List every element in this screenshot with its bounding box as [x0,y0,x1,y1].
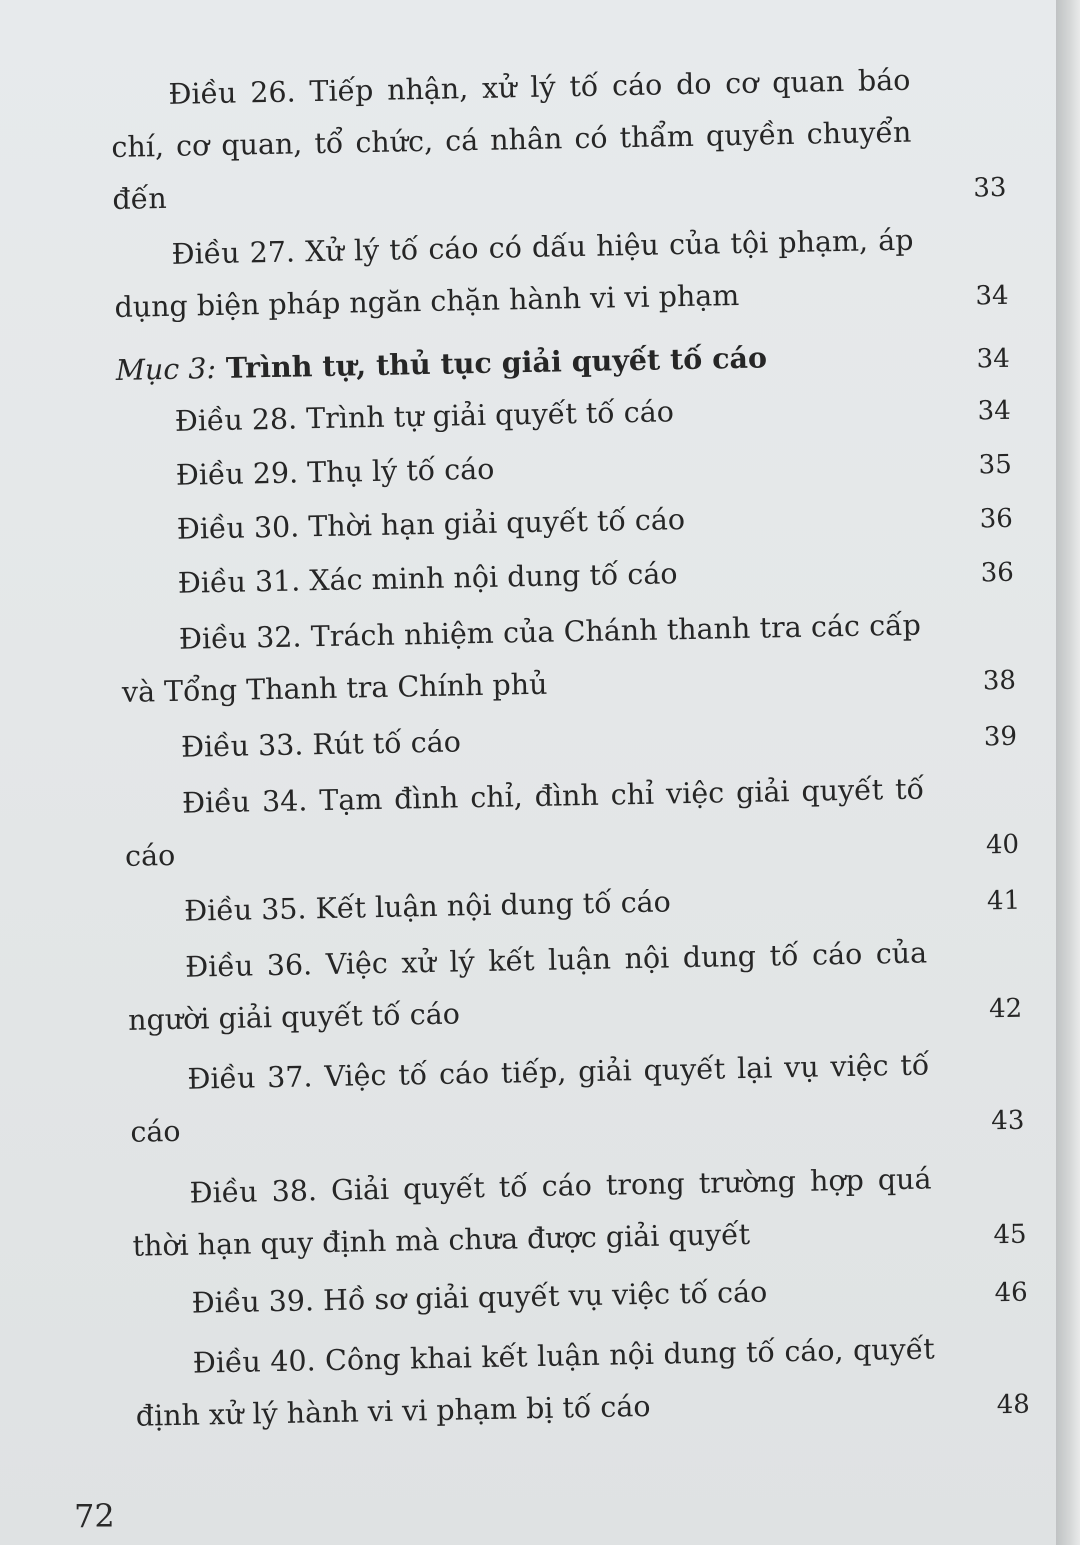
toc-entry-title: Điều 36. Việc xử lý kết luận nội dung tố cáo của người giải quyết tố cáo [127,936,928,1037]
toc-entry-dieu-32 [120,597,1042,719]
toc-entry-title: Điều 27. Xử lý tố cáo có dấu hiệu của tội phạm, áp dụng biện pháp ngăn chặn hành vi vi phạm [114,223,914,324]
toc-entry-page-number: 34 [977,395,1011,427]
toc-entry-page-number: 43 [990,1105,1025,1137]
toc-entry-page-number: 39 [983,721,1018,753]
page-number-folio: 72 [74,1497,115,1535]
toc-entry-page-number: 46 [994,1277,1028,1309]
toc-entry-title: Điều 40. Công khai kết luận nội dung tố cáo, quyết định xử lý hành vi vi phạm bị tố cáo [135,1332,936,1433]
toc-entry-dieu-36 [127,925,1049,1047]
toc-entry-page-number: 42 [988,993,1023,1025]
toc-entry-title: Điều 26. Tiếp nhận, xử lý tố cáo do cơ quan báo chí, cơ quan, tổ chức, cá nhân có thẩm quyền chuyển đến [111,63,912,216]
toc-entry-dieu-34 [124,761,1046,883]
toc-entry-dieu-37 [129,1037,1051,1159]
table-of-contents [110,52,1056,1442]
toc-entry-title: Điều 35. Kết luận nội dung tố cáo [183,885,672,928]
toc-entry-page-number: 34 [976,343,1010,375]
toc-entry-dieu-27 [113,212,1035,334]
toc-entry-title: Điều 37. Việc tố cáo tiếp, giải quyết lại vụ việc tố cáo [130,1048,930,1149]
toc-entry-title: Điều 34. Tạm đình chỉ, đình chỉ việc giải quyết tố cáo [124,772,925,873]
toc-entry-title: Điều 38. Giải quyết tố cáo trong trường hợp quá thời hạn quy định mà chưa được giải quyết [132,1162,932,1263]
toc-entry-page-number: 48 [996,1389,1031,1421]
toc-entry-page-number: 36 [979,503,1014,535]
toc-entry-title: Điều 30. Thời hạn giải quyết tố cáo [176,503,686,546]
toc-entry-page-number: 35 [978,449,1013,481]
toc-entry-title: Điều 32. Trách nhiệm của Chánh thanh tra các cấp và Tổng Thanh tra Chính phủ [121,608,922,709]
toc-entry-page-number: 36 [980,557,1015,589]
toc-entry-page-number: 38 [982,665,1017,697]
toc-section-title: Trình tự, thủ tục giải quyết tố cáo [225,340,768,385]
toc-entry-title: Điều 29. Thụ lý tố cáo [175,452,495,492]
toc-entry-dieu-26 [110,52,1033,226]
toc-entry-page-number: 40 [985,829,1020,861]
toc-entry-page-number: 41 [986,885,1021,917]
toc-entry-title: Điều 28. Trình tự giải quyết tố cáo [174,395,675,438]
toc-entry-page-number: 45 [993,1219,1027,1251]
toc-entry-dieu-38 [131,1151,1053,1273]
toc-entry-dieu-39 [133,1261,1054,1331]
toc-entry-page-number: 33 [973,172,1007,204]
toc-entry-title: Điều 33. Rút tố cáo [180,725,462,764]
toc-entry-page-number: 34 [975,280,1009,312]
toc-entry-title: Điều 31. Xác minh nội dung tố cáo [177,557,678,600]
toc-entry-title: Điều 39. Hồ sơ giải quyết vụ việc tố cáo [191,1275,768,1320]
toc-section-label: Mục 3: [115,352,217,387]
next-page-edge [1056,0,1080,1545]
toc-entry-dieu-40 [134,1321,1056,1443]
